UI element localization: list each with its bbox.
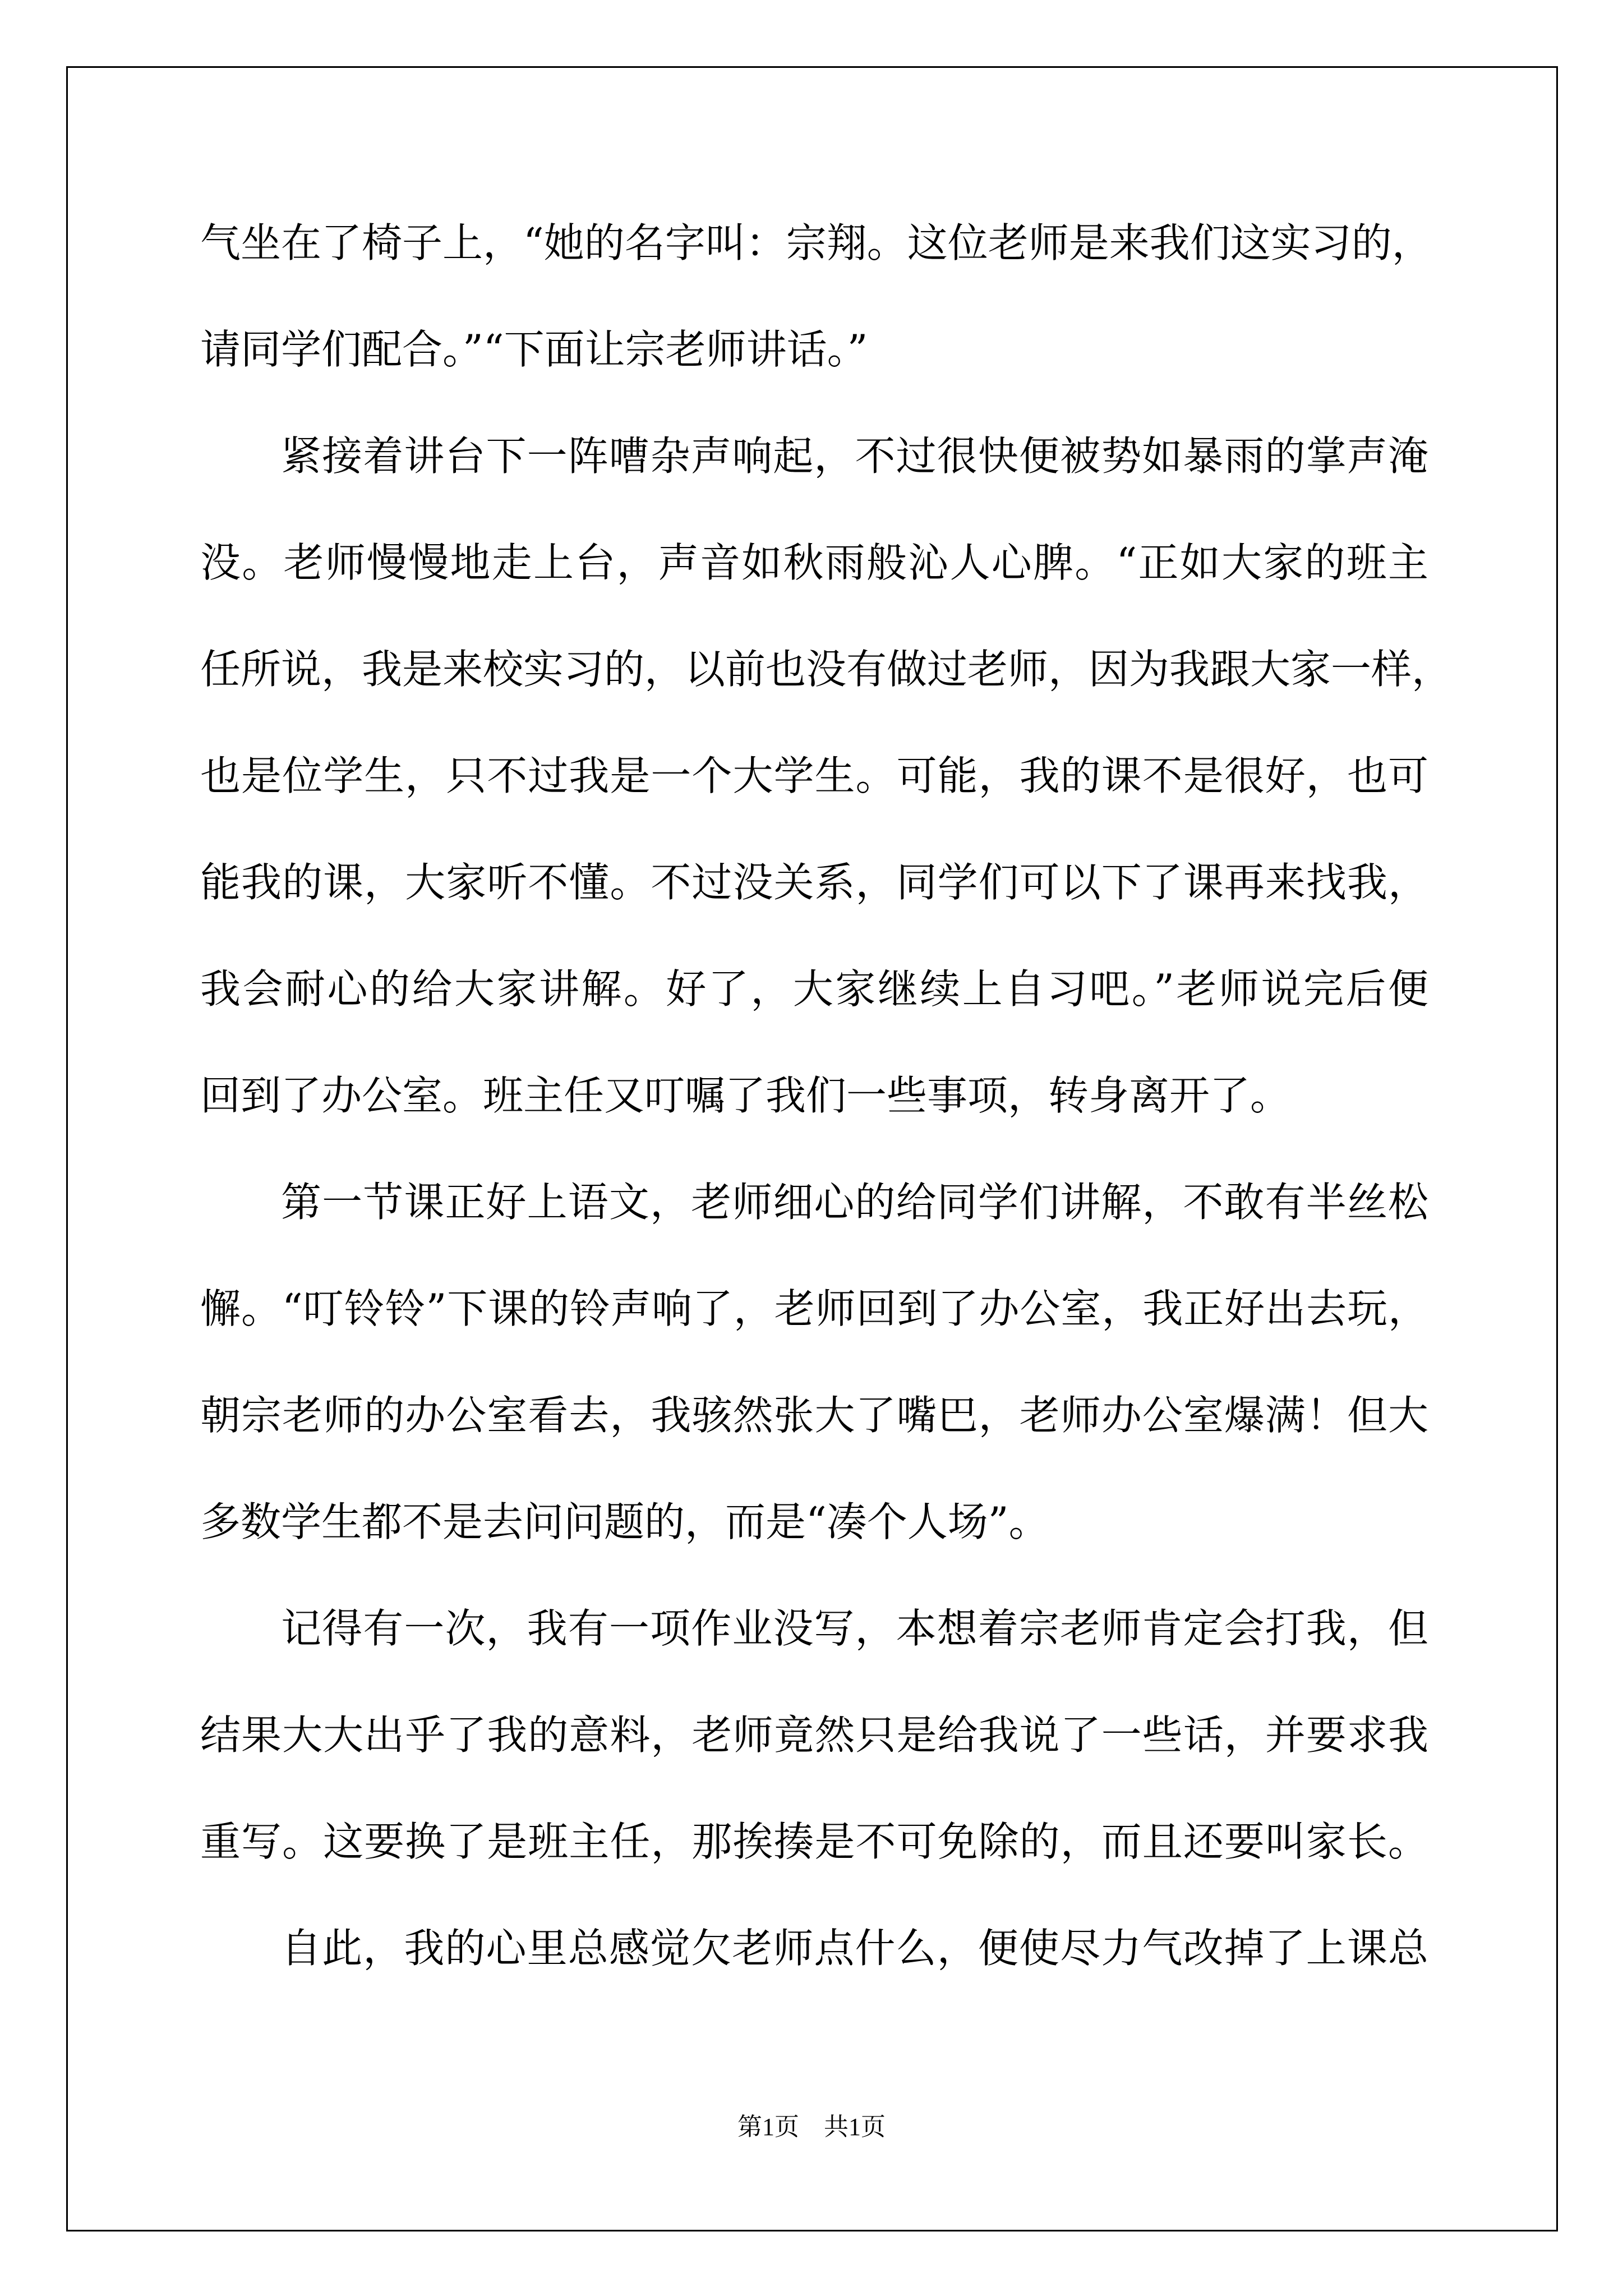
text-line: 多数学生都不是去问问题的，而是“凑个人场”。 bbox=[200, 1498, 1049, 1545]
text-line: 懈。“叮铃铃”下课的铃声响了，老师回到了办公室，我正好出去玩， bbox=[200, 1285, 1428, 1332]
text-line: 朝宗老师的办公室看去，我骇然张大了嘴巴，老师办公室爆满！但大 bbox=[200, 1392, 1428, 1439]
text-line: 结果大大出乎了我的意料，老师竟然只是给我说了一些话，并要求我 bbox=[200, 1711, 1428, 1759]
document-body bbox=[200, 190, 1453, 2001]
text-line: 记得有一次，我有一项作业没写，本想着宗老师肯定会打我，但 bbox=[281, 1605, 1428, 1652]
page-total: 共1页 bbox=[824, 2113, 886, 2141]
text-line: 任所说，我是来校实习的，以前也没有做过老师，因为我跟大家一样， bbox=[200, 646, 1453, 693]
page-number: 第1页 bbox=[737, 2113, 799, 2141]
page-footer bbox=[0, 2110, 1623, 2144]
text-line: 重写。这要换了是班主任，那挨揍是不可免除的，而且还要叫家长。 bbox=[200, 1818, 1428, 1865]
text-line: 气坐在了椅子上，“她的名字叫：宗翔。这位老师是来我们这实习的， bbox=[200, 219, 1432, 266]
text-line: 我会耐心的给大家讲解。好了，大家继续上自习吧。”老师说完后便 bbox=[200, 965, 1428, 1013]
text-line: 回到了办公室。班主任又叮嘱了我们一些事项，转身离开了。 bbox=[200, 1072, 1291, 1119]
text-line: 自此，我的心里总感觉欠老师点什么，便使尽力气改掉了上课总 bbox=[281, 1925, 1428, 1972]
text-line: 也是位学生，只不过我是一个大学生。可能，我的课不是很好，也可 bbox=[200, 752, 1428, 799]
text-line: 能我的课，大家听不懂。不过没关系，同学们可以下了课再来找我， bbox=[200, 859, 1428, 906]
text-line: 第一节课正好上语文，老师细心的给同学们讲解，不敢有半丝松 bbox=[281, 1179, 1428, 1226]
text-line: 紧接着讲台下一阵嘈杂声响起，不过很快便被势如暴雨的掌声淹 bbox=[281, 432, 1428, 480]
text-line: 没。老师慢慢地走上台，声音如秋雨般沁人心脾。“正如大家的班主 bbox=[200, 539, 1428, 586]
text-line: 请同学们配合。”“下面让宗老师讲话。” bbox=[200, 326, 868, 373]
